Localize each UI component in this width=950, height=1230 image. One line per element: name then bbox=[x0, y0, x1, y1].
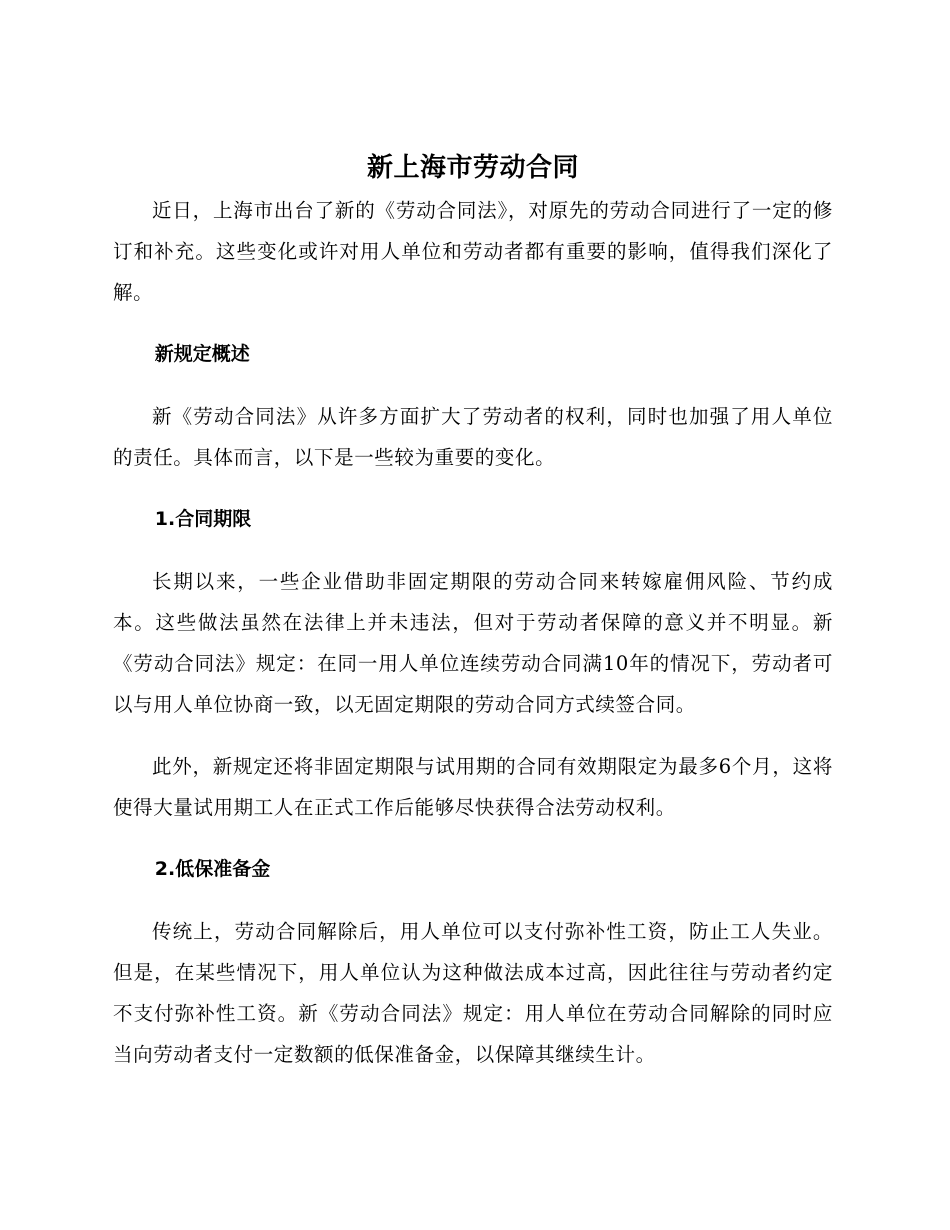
section-heading-overview: 新规定概述 bbox=[154, 343, 250, 365]
section-heading-contract-term: 1.合同期限 bbox=[154, 508, 252, 530]
contract-term-paragraph-1: 长期以来，一些企业借助非固定期限的劳动合同来转嫁雇佣风险、节约成本。这些做法虽然在法律上并未违法，但对于劳动者保障的意义并不明显。新《劳动合同法》规定：在同一用人单位连续劳动合同满10年的情况下，劳动者可以与用人单位协商一致，以无固定期限的劳动合同方式续签合同。 bbox=[113, 570, 833, 716]
section-heading-reserve-fund: 2.低保准备金 bbox=[154, 858, 271, 880]
overview-paragraph: 新《劳动合同法》从许多方面扩大了劳动者的权利，同时也加强了用人单位的责任。具体而言，以下是一些较为重要的变化。 bbox=[113, 405, 833, 469]
page-title: 新上海市劳动合同 bbox=[366, 153, 579, 183]
intro-paragraph: 近日，上海市出台了新的《劳动合同法》，对原先的劳动合同进行了一定的修订和补充。这些变化或许对用人单位和劳动者都有重要的影响，值得我们深化了解。 bbox=[113, 199, 833, 304]
document-page bbox=[113, 146, 833, 1075]
reserve-fund-paragraph: 传统上，劳动合同解除后，用人单位可以支付弥补性工资，防止工人失业。但是，在某些情况下，用人单位认为这种做法成本过高，因此往往与劳动者约定不支付弥补性工资。新《劳动合同法》规定：用人单位在劳动合同解除的同时应当向劳动者支付一定数额的低保准备金，以保障其继续生计。 bbox=[113, 920, 833, 1066]
contract-term-paragraph-2: 此外，新规定还将非固定期限与试用期的合同有效期限定为最多6个月，这将使得大量试用期工人在正式工作后能够尽快获得合法劳动权利。 bbox=[113, 755, 833, 819]
